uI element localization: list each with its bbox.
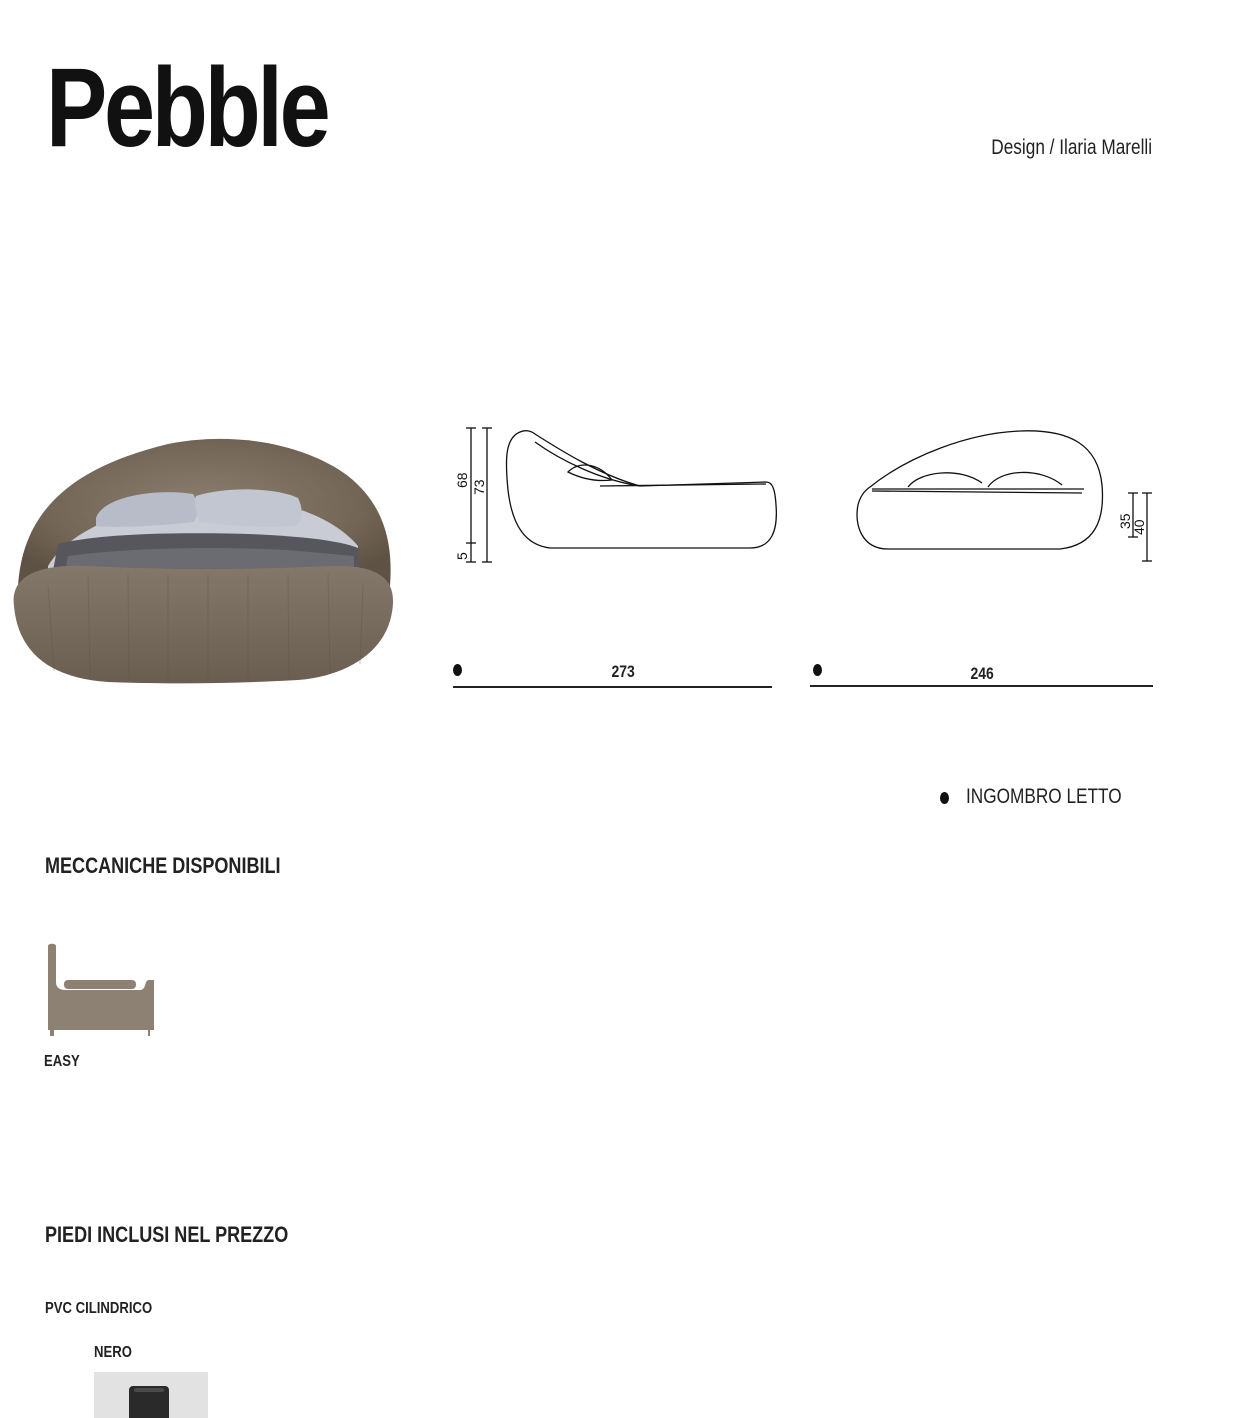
front-view-drawing bbox=[850, 425, 1160, 570]
foot-product-image bbox=[94, 1372, 208, 1418]
front-length-label: 246 bbox=[970, 664, 994, 683]
side-view-drawing bbox=[450, 420, 790, 570]
length-marker-dot bbox=[813, 664, 822, 676]
feet-finish-label: NERO bbox=[94, 1344, 132, 1361]
designer-credit: Design / Ilaria Marelli bbox=[991, 136, 1152, 159]
height-label-73: 73 bbox=[471, 479, 487, 495]
mechanisms-title: MECCANICHE DISPONIBILI bbox=[45, 853, 281, 878]
height-label-35: 35 bbox=[1117, 513, 1133, 529]
legend-label: INGOMBRO LETTO bbox=[966, 785, 1122, 808]
bed-product-image bbox=[8, 436, 398, 684]
side-length-label: 273 bbox=[611, 662, 635, 681]
side-length-line bbox=[453, 686, 772, 688]
feet-title: PIEDI INCLUSI NEL PREZZO bbox=[45, 1222, 289, 1247]
bed-mechanism-icon bbox=[44, 942, 156, 1038]
legend-dot bbox=[940, 792, 949, 804]
feet-type-label: PVC CILINDRICO bbox=[45, 1300, 153, 1317]
length-marker-dot bbox=[453, 664, 462, 676]
height-label-5: 5 bbox=[454, 552, 470, 560]
mechanism-easy-label: EASY bbox=[44, 1053, 80, 1070]
height-label-40: 40 bbox=[1131, 519, 1147, 535]
front-length-line bbox=[810, 685, 1153, 687]
product-title: Pebble bbox=[46, 45, 328, 170]
height-label-68: 68 bbox=[454, 472, 470, 488]
